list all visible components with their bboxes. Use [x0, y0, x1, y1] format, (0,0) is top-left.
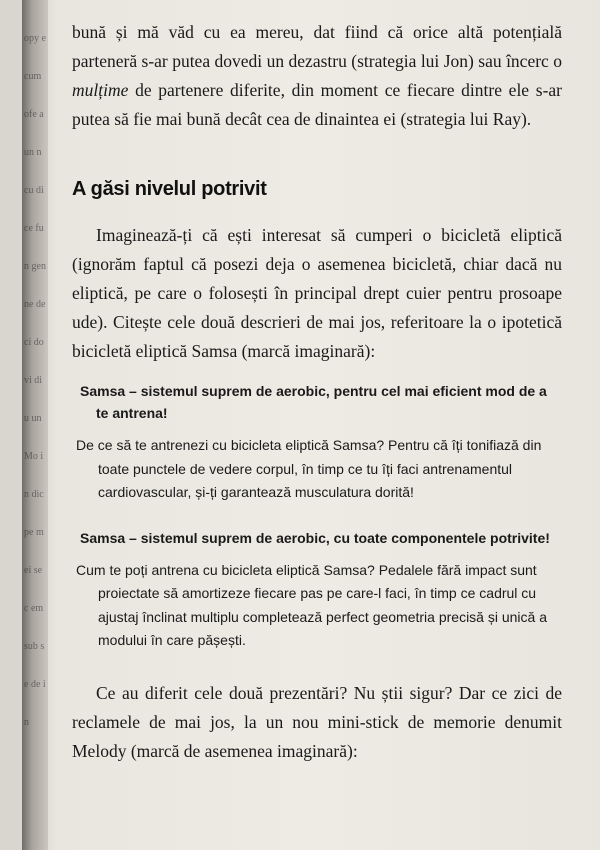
paragraph-intro-before: bună și mă văd cu ea mereu, dat fiind că orice altă potențială parteneră s-ar putea dovedi un dezastru (strategia lui Jon) sau încerc o [72, 22, 562, 71]
book-spine [22, 0, 48, 850]
ad-block-2 [72, 527, 562, 653]
ad-title-1: Samsa – sistemul suprem de aerobic, pentru cel mai eficient mod de a te antrena! [80, 383, 547, 421]
paragraph-elliptical-bike: Imaginează-ți că ești interesat să cumperi o bicicletă eliptică (ignorăm faptul că posezi deja o asemenea bicicletă, chiar dacă nu eliptică, pe care o folosești în principal drept cuier pentru prosoape ude). Citește cele două descrieri de mai jos, referitoare la o ipotetică bicicletă eliptică Samsa (marcă imaginară): [72, 225, 562, 361]
paragraph-intro [72, 18, 562, 134]
book-page [22, 0, 600, 850]
section-heading: A găsi nivelul potrivit [72, 178, 267, 200]
paragraph-melody: Ce au diferit cele două prezentări? Nu știi sigur? Dar ce zici de reclamele de mai jos, la un nou mini-stick de memorie denumit Melody (marcă de asemenea imaginară): [72, 682, 562, 761]
paragraph-intro-after: de partenere diferite, din moment ce fiecare dintre ele s-ar putea să fie mai bună decât cea de dinaintea ei (strategia lui Ray). [72, 80, 562, 129]
ad-title-2: Samsa – sistemul suprem de aerobic, cu toate componentele potrivite! [80, 529, 550, 546]
ad-block-1 [72, 380, 562, 505]
paragraph-intro-emphasis: mulțime [72, 80, 129, 100]
ad-body-2: Cum te poți antrena cu bicicleta eliptică Samsa? Pedalele fără impact sunt proiectate să amortizeze fiecare pas pe care-l faci, în timp ce cadrul cu ajustaj înclinat multiplu completează perfect geometria precisă și unică a modului în care pășești. [76, 561, 548, 648]
ad-body-1: De ce să te antrenezi cu bicicleta eliptică Samsa? Pentru că îți tonifiază din toate punctele de vedere corpul, în timp ce tu îți faci antrenamentul cardiovascular, și-ți garantează musculatura dorită! [76, 437, 542, 500]
page-content [72, 18, 562, 766]
spine-bleed-text: opy e cum ofe aun n cu dice fun gen ne deci dovi diu un Mo in dic pe mei sec em sub se de in [24, 33, 46, 728]
